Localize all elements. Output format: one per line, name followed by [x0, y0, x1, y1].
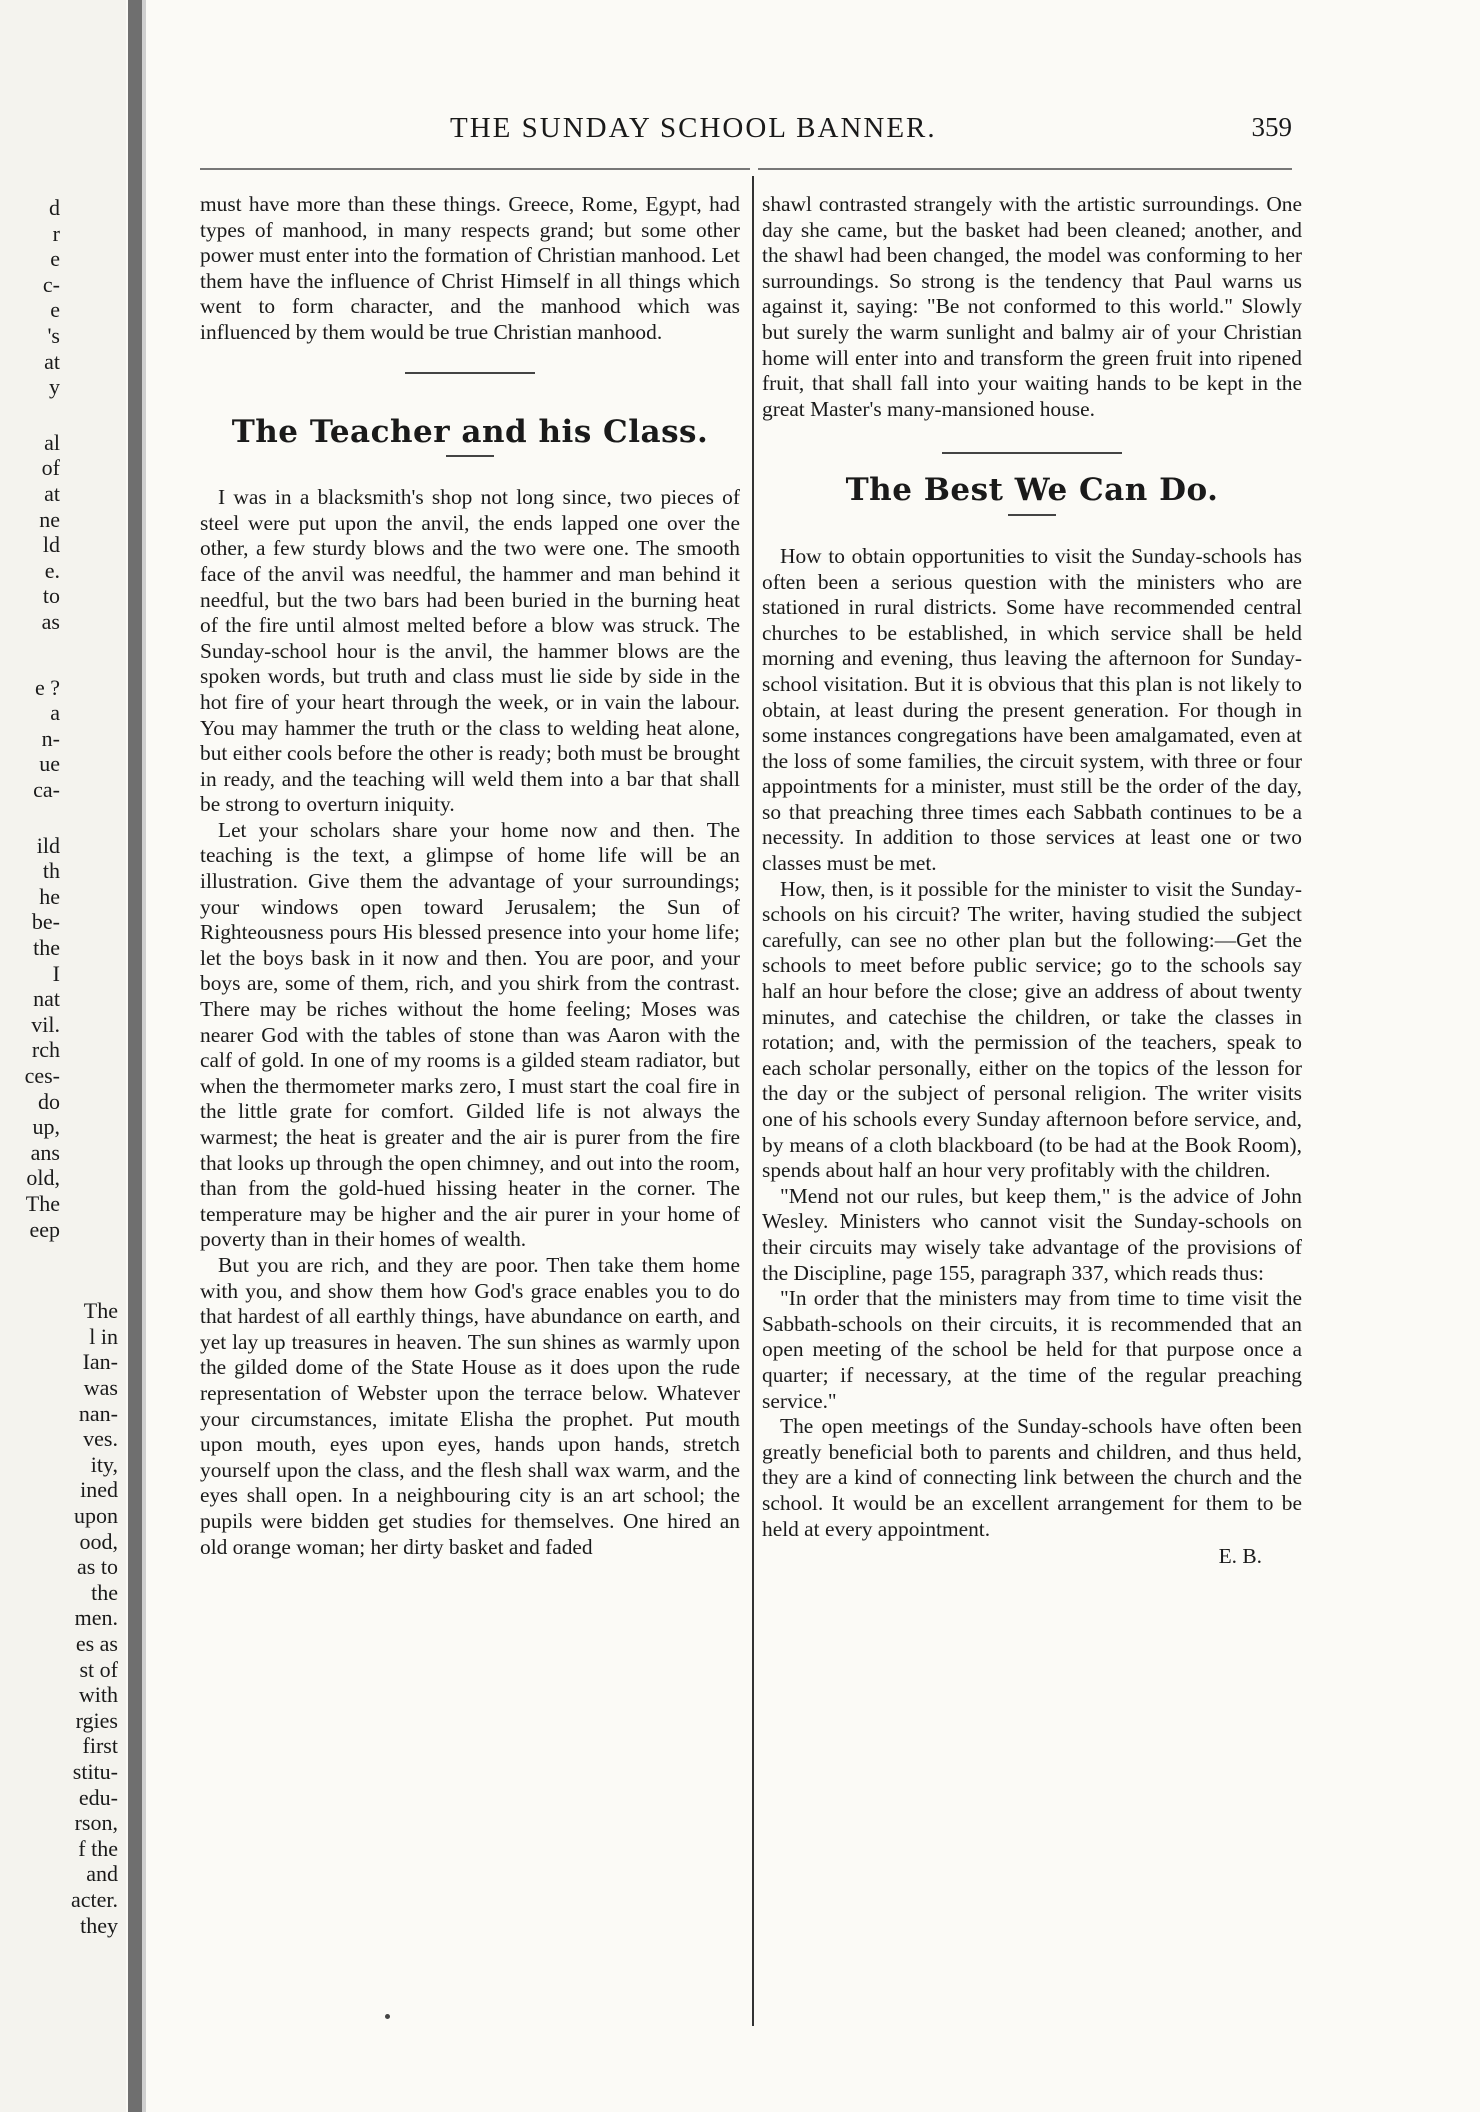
previous-page-fragment: old, — [26, 1165, 60, 1191]
previous-page-fragment: stitu- — [72, 1759, 118, 1784]
author-signature: E. B. — [1218, 1544, 1262, 1569]
previous-page-fragment: e — [50, 246, 60, 272]
previous-page-fragment: vil. — [31, 1011, 60, 1037]
previous-page-fragment: they — [80, 1912, 118, 1938]
previous-page-fragment: was — [83, 1375, 118, 1400]
previous-page-fragment: acter. — [70, 1887, 118, 1912]
quoted-paragraph: "In order that the ministers may from time to time visit the Sabbath-schools on their circuits, it is recommended that an open meeting of the school be held for that purpose once a quarter; if necessary, at the time of the regular preaching service." — [762, 1286, 1302, 1413]
previous-page-fragment: up, — [32, 1114, 60, 1140]
previous-page-fragment: al — [44, 429, 60, 455]
page-edge — [142, 0, 146, 2112]
running-head: THE SUNDAY SCHOOL BANNER. — [450, 112, 937, 144]
previous-page-fragment: do — [38, 1088, 60, 1114]
previous-page-fragment: ity, — [90, 1451, 118, 1477]
previous-page-fragment: es as — [75, 1631, 118, 1656]
previous-page-fragment: of — [41, 455, 60, 481]
previous-page-fragment: rgies — [75, 1707, 118, 1733]
article-paragraph: But you are rich, and they are poor. Then take them home with you, and show them how God's grace enables you to do that hardest of all earthly things, have abundance on earth, and yet lay up treasures in heaven. The sun shines as warmly upon the gilded dome of the State House as it does upon the rude representation of Webster upon the terrace below. Whatever your circumstances, imitate Elisha the prophet. Put mouth upon mouth, eyes upon eyes, hands upon hands, stretch yourself upon the class, and the flesh shall wax warm, and the eyes shall open. In a neighbouring city is an art school; the pupils were bidden get studies for themselves. One hired an old orange woman; her dirty basket and faded — [200, 1252, 740, 1559]
previous-page-fragment: ces- — [24, 1063, 60, 1088]
previous-page-fragment: the — [33, 935, 60, 960]
previous-page-fragment: ne — [39, 506, 60, 532]
previous-page-fragment: as — [41, 609, 60, 634]
previous-page-fragment: f the — [78, 1835, 118, 1861]
previous-page-fragment: r — [52, 220, 60, 246]
previous-page-fragment: ca- — [33, 777, 60, 802]
article-title-best: The Best We Can Do. — [845, 472, 1219, 509]
article-paragraph: I was in a blacksmith's shop not long since, two pieces of steel were put upon the anvil, the ends lapped one over the other, a few sturdy blows and the two were one. The smooth face of the anvil was needful, the hammer and man behind it needful, but the two bars had been buried in the burning heat of the fire until almost melted before a blow was struck. The Sunday-school hour is the anvil, the hammer blows are the spoken words, but truth and class must lie side by side in the hot fire of your heart through the week, or in vain the labour. You may hammer the truth or the class to welding heat alone, but either cools before the other is ready; both must be brought in ready, and the teaching will weld them into a bar that shall be strong to overturn iniquity. — [200, 485, 740, 817]
previous-page-fragment: th — [42, 858, 60, 884]
previous-page-fragment: eep — [29, 1216, 60, 1242]
previous-page-fragment: he — [39, 883, 60, 909]
previous-page-fragment: y — [49, 374, 60, 400]
previous-page-fragment: ves. — [83, 1426, 118, 1452]
article-paragraph: The open meetings of the Sunday-schools have often been greatly beneficial both to parents and children, and thus held, they are a kind of connecting link between the church and the school. It would be an excellent arrangement for them to be held at every appointment. — [762, 1414, 1302, 1541]
previous-page-fragment: ined — [80, 1477, 118, 1503]
section-rule — [405, 372, 535, 374]
page-header — [200, 112, 1320, 152]
previous-page-fragment: e ? — [34, 674, 60, 700]
previous-page-fragment: e — [50, 297, 60, 323]
previous-page-fragment: nan- — [78, 1400, 118, 1426]
previous-page-fragment: nat — [33, 986, 60, 1012]
intro-paragraph: must have more than these things. Greece, Rome, Egypt, had types of manhood, in many respects grand; but some other power must enter into the formation of Christian manhood. Let them have the influence of Christ Himself in all things which went to form character, and the manhood which was influenced by them would be true Christian manhood. — [200, 192, 740, 344]
column-divider — [752, 176, 754, 2026]
ink-speck — [385, 2014, 390, 2019]
previous-page-fragment: men. — [74, 1605, 118, 1631]
previous-page-fragment: ans — [30, 1139, 60, 1165]
previous-page-fragment: n- — [41, 725, 60, 751]
previous-page-fragment: to — [42, 583, 60, 609]
header-rule-left — [200, 168, 750, 170]
continuation-paragraph: shawl contrasted strangely with the artistic surroundings. One day she came, but the basket had been cleaned; another, and the shawl had been changed, the model was conforming to her surroundings. So strong is the tendency that Paul warns us against it, saying: "Be not conformed to this world." Slowly but surely the warm sunlight and balmy air of your Christian home will enter into and transform the green fruit into ripened fruit, that shall fall into your waiting hands to be kept in the great Master's many-mansioned house. — [762, 192, 1302, 421]
previous-page-fragment: l in — [89, 1323, 118, 1349]
previous-page-fragment: with — [78, 1682, 118, 1708]
previous-page-fragment: c- — [42, 271, 60, 297]
title-rule — [446, 455, 494, 457]
left-column — [200, 192, 740, 1560]
previous-page-fragment: I — [52, 960, 60, 986]
previous-page-fragment: at — [44, 348, 60, 374]
article-paragraph: "Mend not our rules, but keep them," is the advice of John Wesley. Ministers who cannot visit the Sunday-schools on their circuits may wisely take advantage of the provisions of the Discipline, page 155, paragraph 337, which reads thus: — [762, 1183, 1302, 1285]
previous-page-fragment: e. — [44, 557, 60, 583]
book-spine-gutter — [128, 0, 142, 2112]
article-paragraph: Let your scholars share your home now and then. The teaching is the text, a glimpse of home life will be an illustration. Give them the advantage of your surroundings; your windows open toward Jerusalem; the Sun of Righteousness pours His blessed presence into your home life; let the boys bask in it now and then. You are poor, and your boys are, some of them, rich, and you shirk from the contrast. There may be riches without the home feeling; Moses was nearer God with the tables of stone than was Aaron with the calf of gold. In one of my rooms is a gilded steam radiator, but when the thermometer marks zero, I must start the coal fire in the little grate for comfort. Gilded life is not always the warmest; the heat is greater and the air is purer from the fire that looks up through the open chimney, and out into the room, than from the gold-hued hissing heater in the corner. The temperature may be higher and the air purer in your home of poverty than in their homes of wealth. — [200, 817, 740, 1252]
previous-page-fragment: at — [44, 481, 60, 506]
previous-page-fragment: rson, — [74, 1810, 118, 1836]
section-rule — [942, 452, 1122, 454]
previous-page-fragment: st of — [79, 1656, 118, 1682]
article-paragraph: How to obtain opportunities to visit the Sunday-schools has often been a serious question with the ministers who are stationed in rural districts. Some have recommended central churches to be established, in which service shall be held morning and evening, thus leaving the afternoon for Sunday-school visitation. But it is obvious that this plan is not likely to obtain, at least during the present generation. For though in some instances congregations have been amalgamated, even at the loss of some families, the circuit system, with three or four appointments for a minister, must still be the order of the day, so that preaching three times each Sabbath continues to be a necessity. In addition to those services at least one or two classes must be met. — [762, 543, 1302, 876]
previous-page-fragment: ood, — [79, 1528, 118, 1554]
previous-page-fragment: rch — [31, 1037, 60, 1063]
right-column — [762, 192, 1302, 1570]
previous-page-fragment: as to — [77, 1554, 118, 1580]
previous-page-fragment: Ian- — [82, 1349, 118, 1375]
page-number: 359 — [1251, 112, 1292, 142]
previous-page-fragment: first — [82, 1733, 118, 1759]
previous-page-fragment: The — [83, 1298, 118, 1324]
previous-page-edge — [0, 0, 126, 2112]
title-rule — [1008, 514, 1056, 516]
previous-page-fragment: The — [25, 1191, 60, 1216]
previous-page-fragment: a — [50, 700, 60, 726]
previous-page-fragment: 's — [47, 323, 60, 348]
previous-page-fragment: ue — [39, 751, 60, 777]
previous-page-fragment: be- — [31, 909, 60, 935]
previous-page-fragment: ild — [36, 832, 60, 858]
previous-page-fragment: ld — [42, 532, 60, 558]
article-paragraph: How, then, is it possible for the minister to visit the Sunday-schools on his circuit? The writer, having studied the subject carefully, can see no other plan but the following:—Get the schools to meet before public service; go to the schools say half an hour before the close; give an address of about twenty minutes, and catechise the children, or take the classes in rotation; and, with the permission of the teachers, speak to each scholar personally, either on the topics of the lesson for the day or the subject of personal religion. The writer visits one of his schools every Sunday afternoon before service, and, by means of a cloth blackboard (to be had at the Book Room), spends about half an hour very profitably with the children. — [762, 876, 1302, 1183]
previous-page-fragment: and — [86, 1861, 118, 1887]
previous-page-fragment: d — [49, 195, 60, 220]
header-rule-right — [758, 168, 1292, 170]
previous-page-fragment: edu- — [78, 1784, 118, 1810]
previous-page-fragment: the — [91, 1579, 118, 1605]
previous-page-fragment: upon — [74, 1503, 118, 1528]
article-title-teacher: The Teacher and his Class. — [231, 413, 709, 450]
